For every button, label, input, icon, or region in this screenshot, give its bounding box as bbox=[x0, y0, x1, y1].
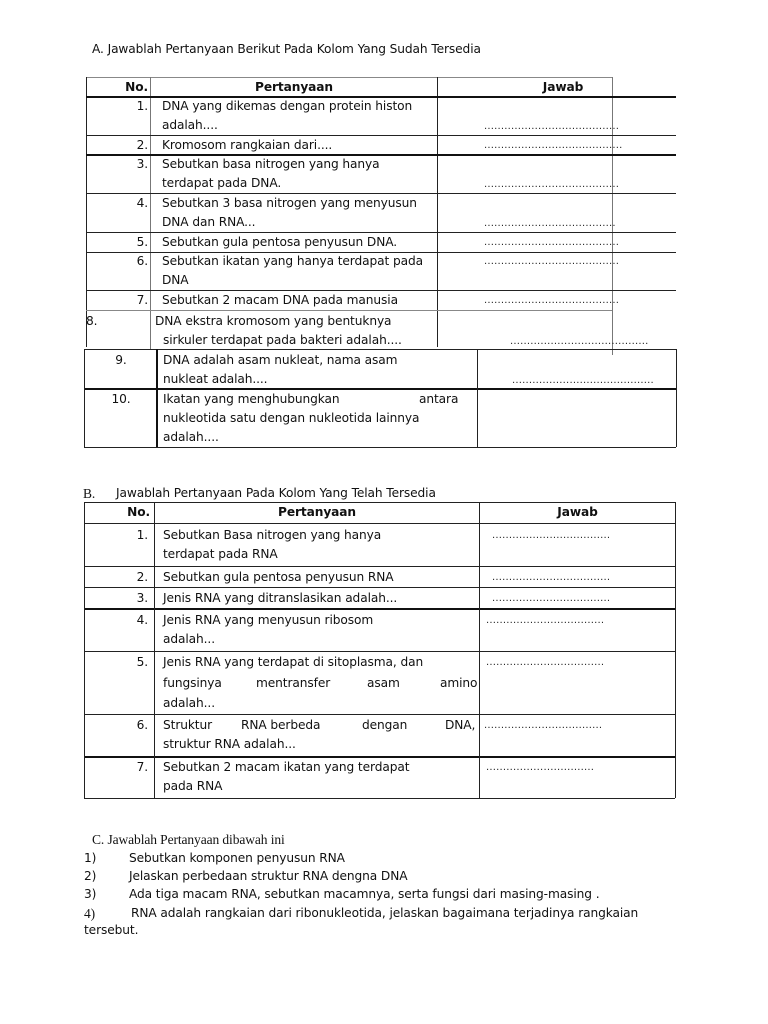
section-c-title: C. Jawablah Pertanyaan dibawah ini bbox=[92, 832, 285, 847]
item-text: Jelaskan perbedaan struktur RNA dengna DNA bbox=[129, 869, 408, 883]
question-text: sirkuler terdapat pada bakteri adalah.... bbox=[163, 333, 402, 347]
row-number: 1. bbox=[136, 99, 148, 113]
question-text: pada RNA bbox=[163, 779, 223, 793]
question-text: Struktur bbox=[163, 718, 213, 732]
question-text: Sebutkan basa nitrogen yang hanya bbox=[162, 157, 380, 171]
question-text: amino bbox=[440, 676, 478, 690]
question-text: Sebutkan gula pentosa penyusun DNA. bbox=[162, 235, 398, 249]
answer-blank[interactable]: ................................... bbox=[492, 530, 611, 541]
answer-blank[interactable]: ................................... bbox=[492, 593, 611, 604]
row-line bbox=[84, 651, 675, 652]
question-text: DNA, bbox=[445, 718, 476, 732]
row-line bbox=[84, 798, 675, 799]
col-line bbox=[479, 502, 480, 798]
item-number: 4) bbox=[84, 906, 96, 921]
row-number: 2. bbox=[136, 138, 148, 152]
row-number: 5. bbox=[136, 655, 148, 669]
question-text: adalah.... bbox=[162, 118, 218, 132]
row-number: 7. bbox=[136, 760, 148, 774]
row-number: 4. bbox=[136, 196, 148, 210]
row-number: 7. bbox=[136, 293, 148, 307]
row-line bbox=[84, 608, 675, 610]
answer-blank[interactable]: ......................................... bbox=[484, 140, 623, 151]
question-text: DNA ekstra kromosom yang bentuknya bbox=[155, 314, 392, 328]
item-number: 2) bbox=[84, 869, 97, 883]
row-number: 6. bbox=[136, 718, 148, 732]
row-line bbox=[84, 587, 675, 588]
question-text: terdapat pada DNA. bbox=[162, 176, 282, 190]
row-line bbox=[84, 447, 676, 448]
question-text: Sebutkan ikatan yang hanya terdapat pada bbox=[162, 254, 423, 268]
section-a-title: A. Jawablah Pertanyaan Berikut Pada Kolom Yang Sudah Tersedia bbox=[92, 42, 481, 56]
answer-blank[interactable]: ........................................ bbox=[484, 256, 620, 267]
col-line bbox=[156, 349, 158, 447]
table-a-answer-divider bbox=[612, 77, 613, 355]
header-answer: Jawab bbox=[557, 505, 598, 519]
row-number: 9. bbox=[115, 353, 127, 367]
question-text: Sebutkan 2 macam DNA pada manusia bbox=[162, 293, 398, 307]
question-text: terdapat pada RNA bbox=[163, 547, 278, 561]
col-line bbox=[676, 349, 677, 447]
answer-blank[interactable]: ....................................... bbox=[484, 218, 616, 229]
col-line bbox=[477, 349, 478, 447]
question-text: Jenis RNA yang menyusun ribosom bbox=[163, 613, 374, 627]
question-text: DNA adalah asam nukleat, nama asam bbox=[163, 353, 398, 367]
answer-blank[interactable]: ........................................ bbox=[484, 121, 620, 132]
col-line bbox=[84, 349, 85, 447]
header-answer: Jawab bbox=[542, 80, 584, 94]
answer-blank[interactable]: ................................... bbox=[486, 657, 605, 668]
question-text: Sebutkan 2 macam ikatan yang terdapat bbox=[163, 760, 410, 774]
question-text: Sebutkan Basa nitrogen yang hanya bbox=[163, 528, 382, 542]
item-text: Ada tiga macam RNA, sebutkan macamnya, serta fungsi dari masing-masing . bbox=[129, 887, 600, 901]
question-text: adalah... bbox=[163, 696, 215, 710]
question-text: Kromosom rangkaian dari.... bbox=[162, 138, 333, 152]
row-number: 3. bbox=[136, 157, 148, 171]
row-line bbox=[84, 714, 675, 715]
answer-blank[interactable]: ........................................ bbox=[484, 179, 620, 190]
row-number: 3. bbox=[136, 591, 148, 605]
answer-blank[interactable]: ........................................ bbox=[484, 237, 620, 248]
row-number: 8. bbox=[86, 314, 98, 328]
item-text-continuation: tersebut. bbox=[84, 923, 139, 937]
col-line bbox=[154, 502, 155, 798]
question-text: RNA berbeda bbox=[241, 718, 321, 732]
question-text: adalah... bbox=[163, 632, 215, 646]
answer-blank[interactable]: .......................................... bbox=[512, 375, 654, 386]
item-number: 1) bbox=[84, 851, 97, 865]
header-question: Pertanyaan bbox=[277, 505, 356, 519]
question-text: nukleat adalah.... bbox=[163, 372, 268, 386]
question-text: antara bbox=[419, 392, 459, 406]
table-a-question-divider bbox=[437, 77, 438, 347]
question-text: Jenis RNA yang terdapat di sitoplasma, dan bbox=[163, 655, 424, 669]
question-text: asam bbox=[367, 676, 400, 690]
question-text: DNA yang dikemas dengan protein histon bbox=[162, 99, 413, 113]
question-text: fungsinya bbox=[163, 676, 222, 690]
row-number: 10. bbox=[111, 392, 131, 406]
row-number: 1. bbox=[136, 528, 148, 542]
row-number: 2. bbox=[136, 570, 148, 584]
item-text: Sebutkan komponen penyusun RNA bbox=[129, 851, 345, 865]
question-text: DNA dan RNA... bbox=[162, 215, 256, 229]
question-text: DNA bbox=[162, 273, 189, 287]
answer-blank[interactable]: ........................................ bbox=[484, 295, 620, 306]
header-no: No. bbox=[127, 505, 150, 519]
answer-blank[interactable]: ................................... bbox=[484, 720, 603, 731]
header-no: No. bbox=[125, 80, 148, 94]
row-number: 5. bbox=[136, 235, 148, 249]
answer-blank[interactable]: ................................... bbox=[492, 572, 611, 583]
question-text: adalah.... bbox=[163, 430, 219, 444]
table-a-left-border bbox=[86, 77, 87, 347]
row-number: 4. bbox=[136, 613, 148, 627]
row-line bbox=[84, 566, 675, 567]
question-text: Sebutkan gula pentosa penyusun RNA bbox=[163, 570, 394, 584]
row-line bbox=[84, 523, 675, 524]
question-text: mentransfer bbox=[256, 676, 331, 690]
question-text: nukleotida satu dengan nukleotida lainnya bbox=[163, 411, 420, 425]
item-text: RNA adalah rangkaian dari ribonukleotida, jelaskan bagaimana terjadinya rangkaian bbox=[131, 906, 639, 920]
question-text: dengan bbox=[362, 718, 408, 732]
row-line bbox=[86, 310, 612, 311]
question-text: Sebutkan 3 basa nitrogen yang menyusun bbox=[162, 196, 417, 210]
section-b-letter: B. bbox=[83, 486, 96, 501]
col-line bbox=[675, 502, 676, 798]
answer-blank[interactable]: ................................ bbox=[486, 762, 595, 773]
header-question: Pertanyaan bbox=[254, 80, 333, 94]
question-text: struktur RNA adalah... bbox=[163, 737, 296, 751]
row-number: 6. bbox=[136, 254, 148, 268]
answer-blank[interactable]: ......................................... bbox=[510, 336, 649, 347]
item-number: 3) bbox=[84, 887, 97, 901]
col-line bbox=[84, 502, 85, 798]
question-text: Ikatan yang menghubungkan bbox=[163, 392, 340, 406]
table-a-no-divider bbox=[150, 77, 151, 349]
section-b-title: Jawablah Pertanyaan Pada Kolom Yang Telah Tersedia bbox=[116, 486, 436, 500]
question-text: Jenis RNA yang ditranslasikan adalah... bbox=[163, 591, 398, 605]
answer-blank[interactable]: ................................... bbox=[486, 615, 605, 626]
